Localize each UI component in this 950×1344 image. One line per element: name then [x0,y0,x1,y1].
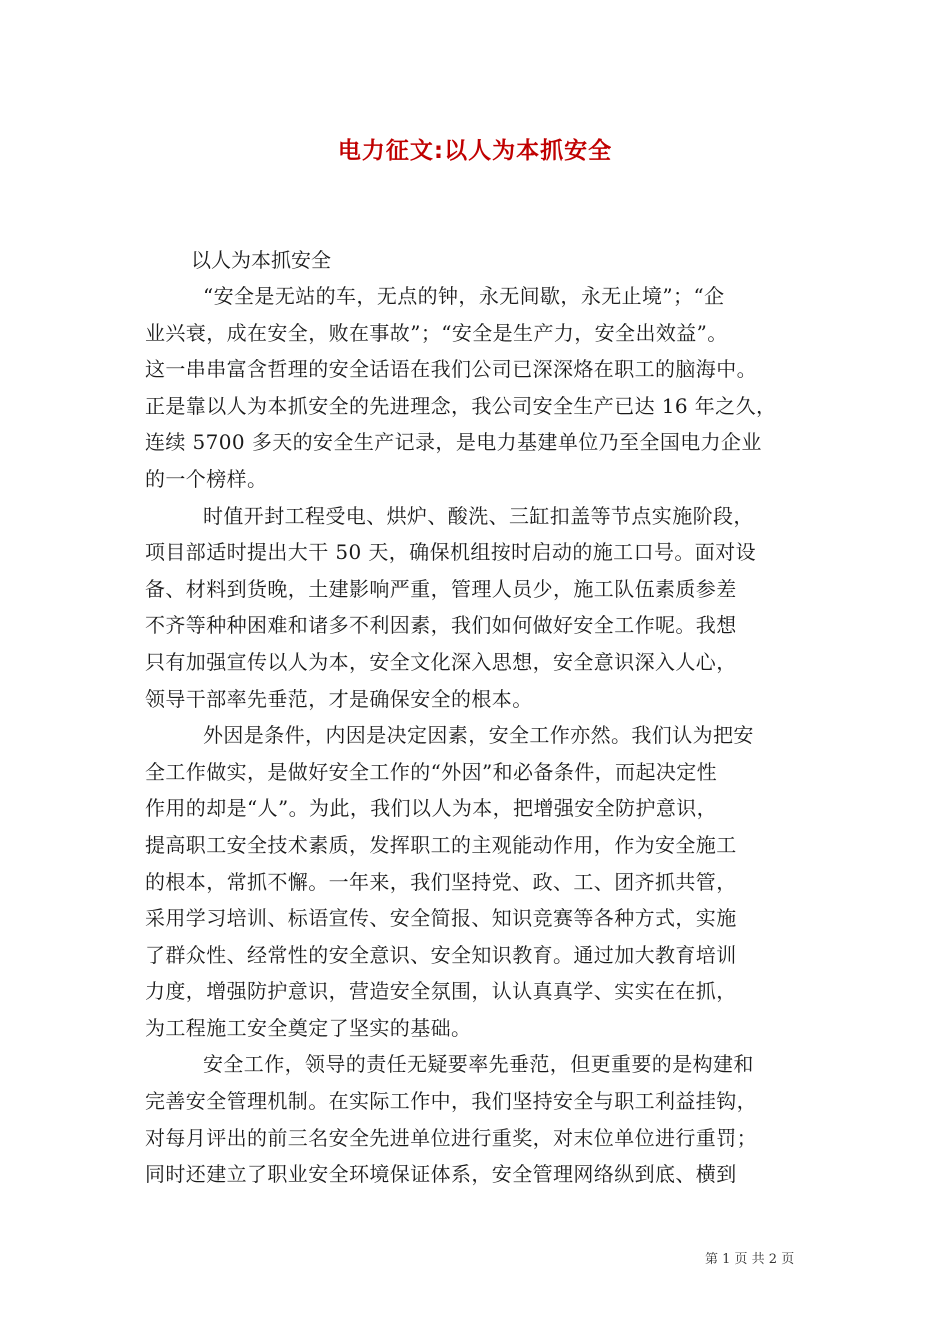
paragraph-2 [145,498,810,718]
document-body [145,242,810,1193]
paragraph-line: 这一串串富含哲理的安全话语在我们公司已深深烙在职工的脑海中。 [145,357,757,382]
paragraph-line: 为工程施工安全奠定了坚实的基础。 [145,1015,472,1040]
document-title: 电力征文:以人为本抓安全 [337,138,613,164]
paragraph-line: 备、材料到货晚，土建影响严重，管理人员少，施工队伍素质参差 [145,576,737,601]
paragraph-line: 了群众性、经常性的安全意识、安全知识教育。通过加大教育培训 [145,942,737,967]
paragraph-line: 时值开封工程受电、烘炉、酸洗、三缸扣盖等节点实施阶段， [203,503,754,528]
paragraph-line: 连续 5700 多天的安全生产记录，是电力基建单位乃至全国电力企业 [145,430,762,455]
paragraph-line: 的根本，常抓不懈。一年来，我们坚持党、政、工、团齐抓共管， [145,869,737,894]
paragraph-line: 的一个榜样。 [145,466,268,491]
paragraph-line: 业兴衰，成在安全，败在事故”；“安全是生产力，安全出效益”。 [145,320,728,345]
page-number-footer: 第 1 页 共 2 页 [705,1252,795,1267]
paragraph-line: 作用的却是“人”。为此，我们以人为本，把增强安全防护意识， [145,796,718,821]
paragraph-3 [145,717,810,1046]
paragraph-1 [145,278,810,498]
paragraph-line: “安全是无站的车，无点的钟，永无间歇，永无止境”；“企 [203,284,725,308]
paragraph-line: 不齐等种种困难和诸多不利因素，我们如何做好安全工作呢。我想 [145,613,737,638]
paragraph-line: 项目部适时提出大干 50 天，确保机组按时启动的施工口号。面对设 [145,540,756,565]
paragraph-line: 对每月评出的前三名安全先进单位进行重奖，对末位单位进行重罚； [145,1125,757,1150]
paragraph-line: 完善安全管理机制。在实际工作中，我们坚持安全与职工利益挂钩， [145,1089,757,1114]
paragraph-line: 安全工作，领导的责任无疑要率先垂范，但更重要的是构建和 [203,1052,754,1077]
paragraph-line: 领导干部率先垂范，才是确保安全的根本。 [145,686,533,711]
paragraph-4 [145,1046,810,1192]
paragraph-line: 全工作做实，是做好安全工作的“外因”和必备条件，而起决定性 [145,759,718,784]
article-subtitle: 以人为本抓安全 [191,248,331,272]
paragraph-line: 外因是条件，内因是决定因素，安全工作亦然。我们认为把安 [203,723,754,748]
paragraph-line: 同时还建立了职业安全环境保证体系，安全管理网络纵到底、横到 [145,1162,737,1187]
paragraph-line: 只有加强宣传以人为本，安全文化深入思想，安全意识深入人心， [145,649,737,674]
paragraph-line: 正是靠以人为本抓安全的先进理念，我公司安全生产已达 16 年之久， [145,393,777,418]
paragraph-line: 采用学习培训、标语宣传、安全简报、知识竞赛等各种方式，实施 [145,906,737,931]
paragraph-line: 力度，增强防护意识，营造安全氛围，认认真真学、实实在在抓， [145,979,737,1004]
paragraph-line: 提高职工安全技术素质，发挥职工的主观能动作用，作为安全施工 [145,832,737,857]
